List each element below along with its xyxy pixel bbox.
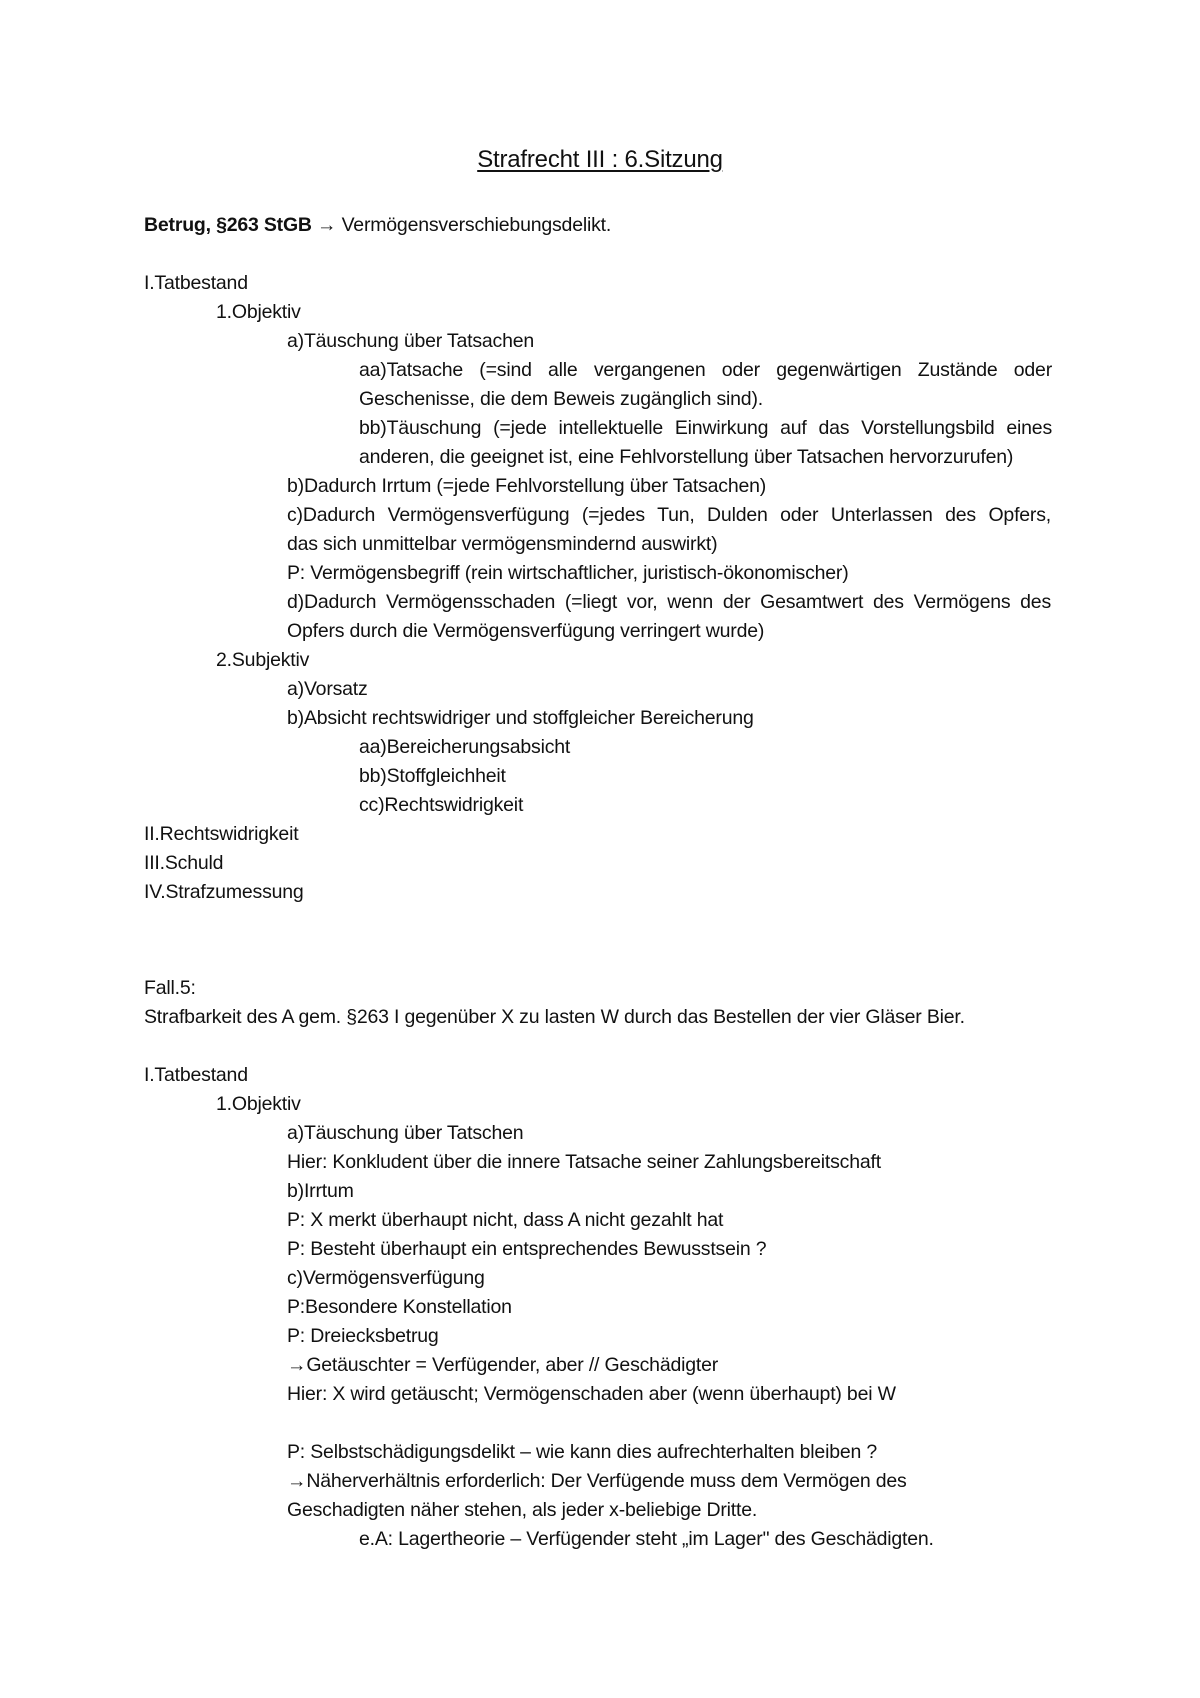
schema-aa-line1: aa)Tatsache (=sind alle vergangenen oder gegenwärtigen Zustände oder (359, 359, 1052, 381)
schema-objektiv: 1.Objektiv (216, 301, 301, 323)
fall-b: b)Irrtum (287, 1180, 354, 1202)
schema-d-line2: Opfers durch die Vermögensverfügung verringert wurde) (287, 620, 765, 642)
schema-b: b)Dadurch Irrtum (=jede Fehlvorstellung über Tatsachen) (287, 475, 767, 497)
blank-line (0, 1409, 1200, 1438)
intro-line (0, 211, 1200, 240)
fall-heading: Fall.5: (144, 977, 196, 999)
fall-objektiv: 1.Objektiv (216, 1093, 301, 1115)
fall-arrow-line1 (0, 1351, 1200, 1380)
schema-bb-line1: bb)Täuschung (=jede intellektuelle Einwirkung auf das Vorstellungsbild eines (359, 417, 1052, 439)
fall-arrow-line2 (0, 1467, 1200, 1496)
schema-s-bb: bb)Stoffgleichheit (359, 765, 506, 787)
fall-p3: P:Besondere Konstellation (287, 1296, 512, 1318)
fall-tatbestand: I.Tatbestand (144, 1064, 248, 1086)
schema-d-line1: d)Dadurch Vermögensschaden (=liegt vor, wenn der Gesamtwert des Vermögens des (287, 591, 1051, 613)
schema-bb-line2: anderen, die geeignet ist, eine Fehlvorstellung über Tatsachen hervorzurufen) (359, 446, 1014, 468)
fall-c: c)Vermögensverfügung (287, 1267, 485, 1289)
schema-a: a)Täuschung über Tatsachen (287, 330, 535, 352)
schema-aa-line2: Geschenisse, die dem Beweis zugänglich sind). (359, 388, 763, 410)
schema-c-line2: das sich unmittelbar vermögensmindernd auswirkt) (287, 533, 718, 555)
page-title: Strafrecht III : 6.Sitzung (477, 146, 723, 173)
intro-rest: Vermögensverschiebungsdelikt. (336, 214, 612, 236)
fall-arrow2-cont: Geschadigten näher stehen, als jeder x-beliebige Dritte. (287, 1499, 758, 1521)
schema-c-line1: c)Dadurch Vermögensverfügung (=jedes Tun, Dulden oder Unterlassen des Opfers, (287, 504, 1051, 526)
schema-tatbestand: I.Tatbestand (144, 272, 248, 294)
schema-s-a: a)Vorsatz (287, 678, 368, 700)
schema-iii: III.Schuld (144, 852, 224, 874)
schema-s-aa: aa)Bereicherungsabsicht (359, 736, 571, 758)
fall-outline (0, 1061, 1200, 1554)
schema-p: P: Vermögensbegriff (rein wirtschaftlicher, juristisch-ökonomischer) (287, 562, 849, 584)
intro-bold: Betrug, §263 StGB (144, 214, 312, 236)
arrow-icon: → (287, 1354, 307, 1376)
arrow-icon: → (287, 1470, 307, 1492)
schema-iv: IV.Strafzumessung (144, 881, 304, 903)
schema-ii: II.Rechtswidrigkeit (144, 823, 299, 845)
arrow-icon: → (317, 214, 337, 236)
schema-outline (0, 269, 1200, 907)
fall-hier2: Hier: X wird getäuscht; Vermögenschaden aber (wenn überhaupt) bei W (287, 1383, 896, 1405)
fall-hier1: Hier: Konkludent über die innere Tatsache seiner Zahlungsbereitschaft (287, 1151, 881, 1173)
fall-p5: P: Selbstschädigungsdelikt – wie kann dies aufrechterhalten bleiben ? (287, 1441, 878, 1463)
fall-arrow1-text: Getäuschter = Verfügender, aber // Geschädigter (306, 1354, 719, 1376)
fall-p2: P: Besteht überhaupt ein entsprechendes Bewusstsein ? (287, 1238, 767, 1260)
fall-a: a)Täuschung über Tatschen (287, 1122, 524, 1144)
fall-p1: P: X merkt überhaupt nicht, dass A nicht gezahlt hat (287, 1209, 724, 1231)
fall-question: Strafbarkeit des A gem. §263 I gegenüber X zu lasten W durch das Bestellen der vier Gläser Bier. (144, 1006, 965, 1028)
schema-s-cc: cc)Rechtswidrigkeit (359, 794, 524, 816)
fall-p4: P: Dreiecksbetrug (287, 1325, 439, 1347)
schema-s-b: b)Absicht rechtswidriger und stoffgleicher Bereicherung (287, 707, 754, 729)
schema-subjektiv: 2.Subjektiv (216, 649, 310, 671)
fall-arrow2-text: Näherverhältnis erforderlich: Der Verfügende muss dem Vermögen des (306, 1470, 907, 1492)
fall-ea: e.A: Lagertheorie – Verfügender steht „im Lager" des Geschädigten. (359, 1528, 934, 1550)
fall-section (0, 974, 1200, 1032)
